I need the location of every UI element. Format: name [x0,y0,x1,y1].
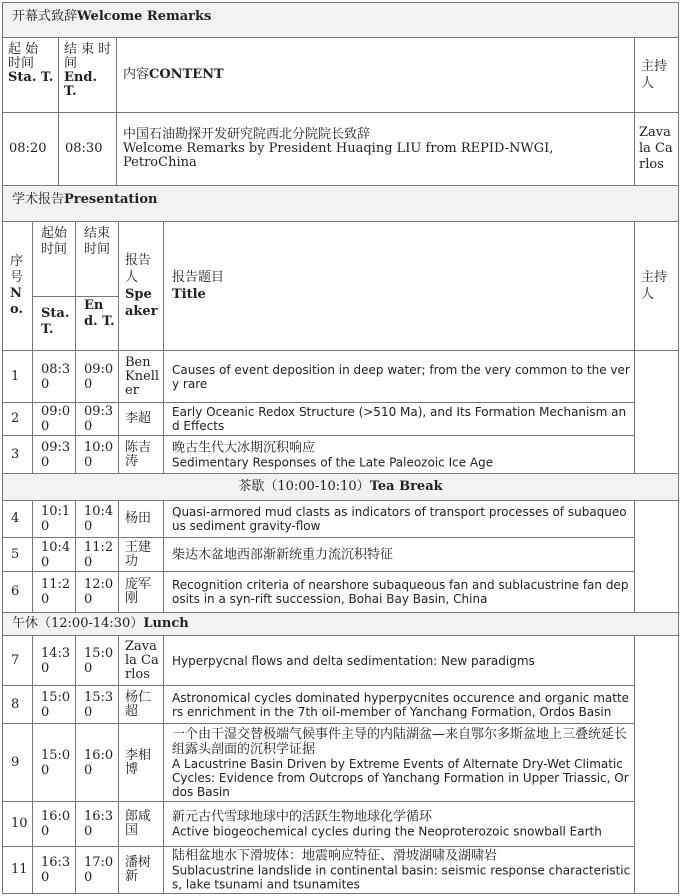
talk-no: 3 [2,436,33,474]
talk-start: 16:00 [33,802,76,847]
talk-speaker: 陈吉涛 [119,436,164,474]
welcome-section-header [2,2,679,38]
talk-row [2,501,679,538]
talk-start: 16:30 [33,847,76,894]
talk-row [2,847,679,894]
talk-no: 1 [2,351,33,403]
welcome-content-header-en: CONTENT [149,67,224,82]
talk-row [2,538,679,572]
talk-title-en: Active biogeochemical cycles during the Neoproterozoic snowball Earth [172,824,602,839]
tea-break-label-cn: 茶歇（10:00-10:10） [238,479,370,494]
talk-end: 16:30 [76,802,119,847]
talk-title-en: Hyperpycnal flows and delta sedimentation: New paradigms [172,653,535,668]
talk-end: 11:20 [76,538,119,572]
talk-title-cn: 柴达木盆地西部渐新统重力流沉积特征 [172,547,394,562]
talk-no: 10 [2,802,33,847]
talk-title-en: Quasi-armored mud clasts as indicators of transport processes of subaqueous sediment gravity-flow [172,505,627,533]
talk-speaker: Ben Kneller [119,351,164,403]
welcome-content-cn: 中国石油勘探开发研究院西北分院院长致辞 [123,127,371,142]
talk-start: 15:00 [33,686,76,724]
talk-end: 15:00 [76,636,119,686]
title-header: 报告题目 Title [164,222,635,351]
talk-end: 12:00 [76,572,119,613]
talk-title-en: Sublacustrine landslide in continental basin: seismic response characteristics, lake tsunami and tsunamites [172,863,631,892]
talk-title [164,538,635,572]
talk-start: 14:30 [33,636,76,686]
speaker-header: 报告人 Speaker [119,222,164,351]
talk-title-en: Early Oceanic Redox Structure (>510 Ma), and Its Formation Mechanism and Effects [172,405,627,433]
host-header: 主持人 [635,222,679,351]
welcome-end: 08:30 [59,113,117,186]
talk-end: 15:30 [76,686,119,724]
talk-no: 6 [2,572,33,613]
talk-end: 09:30 [76,403,119,436]
talk-title [164,686,635,724]
talk-title [164,403,635,436]
lunch-row [2,613,679,636]
talk-no: 9 [2,724,33,802]
host-cell-block-2 [635,501,679,613]
talk-start: 10:40 [33,538,76,572]
talk-start: 09:30 [33,436,76,474]
welcome-end-header-en: End. T. [64,70,97,99]
welcome-row [2,113,679,186]
host-cell-block-3 [635,636,679,894]
talk-title-en: Recognition criteria of nearshore subaqueous fan and sublacustrine fan deposits in a syn-rift succession, Bohai Bay Basin, China [172,578,629,606]
welcome-heading-cn: 开幕式致辞 [12,9,78,24]
talk-title [164,847,635,894]
talk-title [164,351,635,403]
talk-speaker: 李相博 [119,724,164,802]
welcome-heading-cell [2,2,679,38]
welcome-end-header-cn: 结 束 时间 [64,42,112,71]
talk-row [2,686,679,724]
tea-break-label-en: Tea Break [369,479,443,494]
talk-title [164,802,635,847]
presentation-column-headers [2,222,679,351]
welcome-end-header [59,38,117,113]
talk-end: 10:40 [76,501,119,538]
talk-title [164,724,635,802]
talk-row [2,636,679,686]
lunch-label-en: Lunch [143,616,189,631]
welcome-column-headers [2,38,679,113]
talk-title-en: Astronomical cycles dominated hyperpycnites occurence and organic matters enrichment in the 7th oil-member of Yanchang Formation, Ordos Basin [172,690,630,719]
talk-speaker: 李超 [119,403,164,436]
talk-end: 10:00 [76,436,119,474]
talk-title [164,436,635,474]
no-header: 序号 No. [2,222,33,351]
talk-end: 09:00 [76,351,119,403]
talk-start: 09:00 [33,403,76,436]
talk-speaker: 杨田 [119,501,164,538]
talk-row [2,403,679,436]
end-header: 结束时间 End. T. [76,222,119,351]
welcome-host: Zavala Carlos [635,113,679,186]
talk-row [2,436,679,474]
welcome-content-en: Welcome Remarks by President Huaqing LIU from REPID-NWGI, PetroChina [123,141,554,170]
talk-start: 15:00 [33,724,76,802]
talk-start: 11:20 [33,572,76,613]
talk-no: 8 [2,686,33,724]
lunch-cell [2,613,679,636]
presentation-heading-cell [2,186,679,222]
talk-speaker: 潘树新 [119,847,164,894]
talk-end: 16:00 [76,724,119,802]
talk-title [164,501,635,538]
agenda-table [2,2,679,894]
talk-speaker: Zavala Carlos [119,636,164,686]
tea-break-cell [2,474,679,501]
talk-speaker: 杨仁超 [119,686,164,724]
welcome-content [117,113,635,186]
talk-no: 11 [2,847,33,894]
talk-speaker: 郎咸国 [119,802,164,847]
lunch-label-cn: 午休（12:00-14:30） [12,616,144,631]
talk-no: 4 [2,501,33,538]
welcome-content-header [117,38,635,113]
talk-start: 10:10 [33,501,76,538]
talk-row [2,802,679,847]
presentation-heading-cn: 学术报告 [12,192,65,207]
talk-title [164,572,635,613]
talk-row [2,724,679,802]
welcome-start-header [2,38,59,113]
start-header: 起始时间 Sta. T. [33,222,76,351]
talk-title [164,636,635,686]
talk-no: 7 [2,636,33,686]
talk-title-cn: 晚古生代大冰期沉积响应 [172,440,316,455]
talk-row [2,572,679,613]
welcome-heading-en: Welcome Remarks [77,9,212,24]
talk-row [2,351,679,403]
tea-break-row [2,474,679,501]
welcome-start: 08:20 [2,113,59,186]
presentation-section-header [2,186,679,222]
welcome-content-header-cn: 内容 [123,67,150,82]
welcome-start-header-cn: 起 始 时间 [8,42,39,71]
presentation-heading-en: Presentation [64,192,158,207]
talk-no: 5 [2,538,33,572]
talk-title-en: Sedimentary Responses of the Late Paleozoic Ice Age [172,455,494,469]
talk-end: 17:00 [76,847,119,894]
welcome-host-header: 主持人 [635,38,679,113]
talk-speaker: 王建功 [119,538,164,572]
host-cell-block-1 [635,351,679,474]
talk-title-cn: 一个由干湿交替极端气候事件主导的内陆湖盆—来自鄂尔多斯盆地上三叠统延长组露头剖面的沉积学证据 [172,726,628,757]
welcome-start-header-en: Sta. T. [8,70,54,85]
talk-start: 08:30 [33,351,76,403]
talk-speaker: 庞军刚 [119,572,164,613]
talk-title-en: Causes of event deposition in deep water; from the very common to the very rare [172,362,630,391]
talk-title-cn: 陆相盆地水下滑坡体：地震响应特征、滑坡湖啸及湖啸岩 [172,848,498,864]
talk-title-en: A Lacustrine Basin Driven by Extreme Events of Alternate Dry-Wet Climatic Cycles: Evidence from Outcrops of Yanchang Formation in Upper Triassic, Ordos Basin [172,756,629,799]
talk-title-cn: 新元古代雪球地球中的活跃生物地球化学循环 [172,809,433,825]
talk-no: 2 [2,403,33,436]
